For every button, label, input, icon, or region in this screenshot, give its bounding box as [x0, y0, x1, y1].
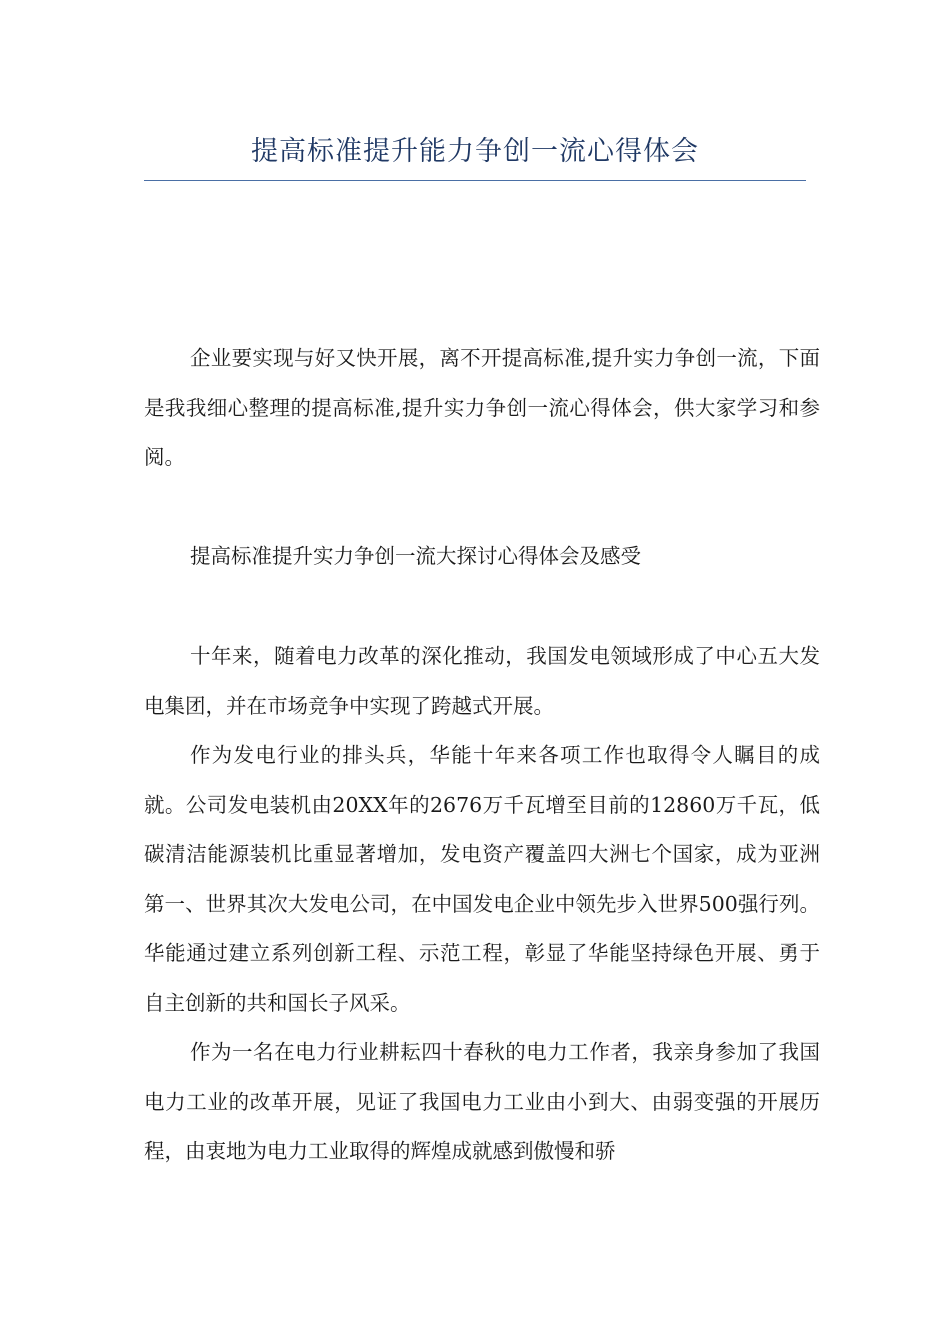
section-heading: 提高标准提升实力争创一流大探讨心得体会及感受: [190, 544, 641, 568]
body-paragraph: 十年来，随着电力改革的深化推动，我国发电领域形成了中心五大发电集团，并在市场竞争中实现了跨越式开展。: [144, 644, 820, 718]
document-title: 提高标准提升能力争创一流心得体会: [251, 136, 699, 167]
title-underline: [144, 180, 806, 181]
intro-paragraph: 企业要实现与好又快开展，离不开提高标准,提升实力争创一流，下面是我我细心整理的提高标准,提升实力争创一流心得体会，供大家学习和参阅。: [144, 346, 820, 469]
body-paragraph: 作为一名在电力行业耕耘四十春秋的电力工作者，我亲身参加了我国电力工业的改革开展，见证了我国电力工业由小到大、由弱变强的开展历程，由衷地为电力工业取得的辉煌成就感到傲慢和骄: [144, 1040, 820, 1163]
body-paragraph: 作为发电行业的排头兵，华能十年来各项工作也取得令人瞩目的成就。公司发电装机由20XX年的2676万千瓦增至目前的12860万千瓦，低碳清洁能源装机比重显著增加，发电资产覆盖四大洲七个国家，成为亚洲第一、世界其次大发电公司，在中国发电企业中领先步入世界500强行列。华能通过建立系列创新工程、示范工程，彰显了华能坚持绿色开展、勇于自主创新的共和国长子风采。: [144, 743, 820, 1015]
